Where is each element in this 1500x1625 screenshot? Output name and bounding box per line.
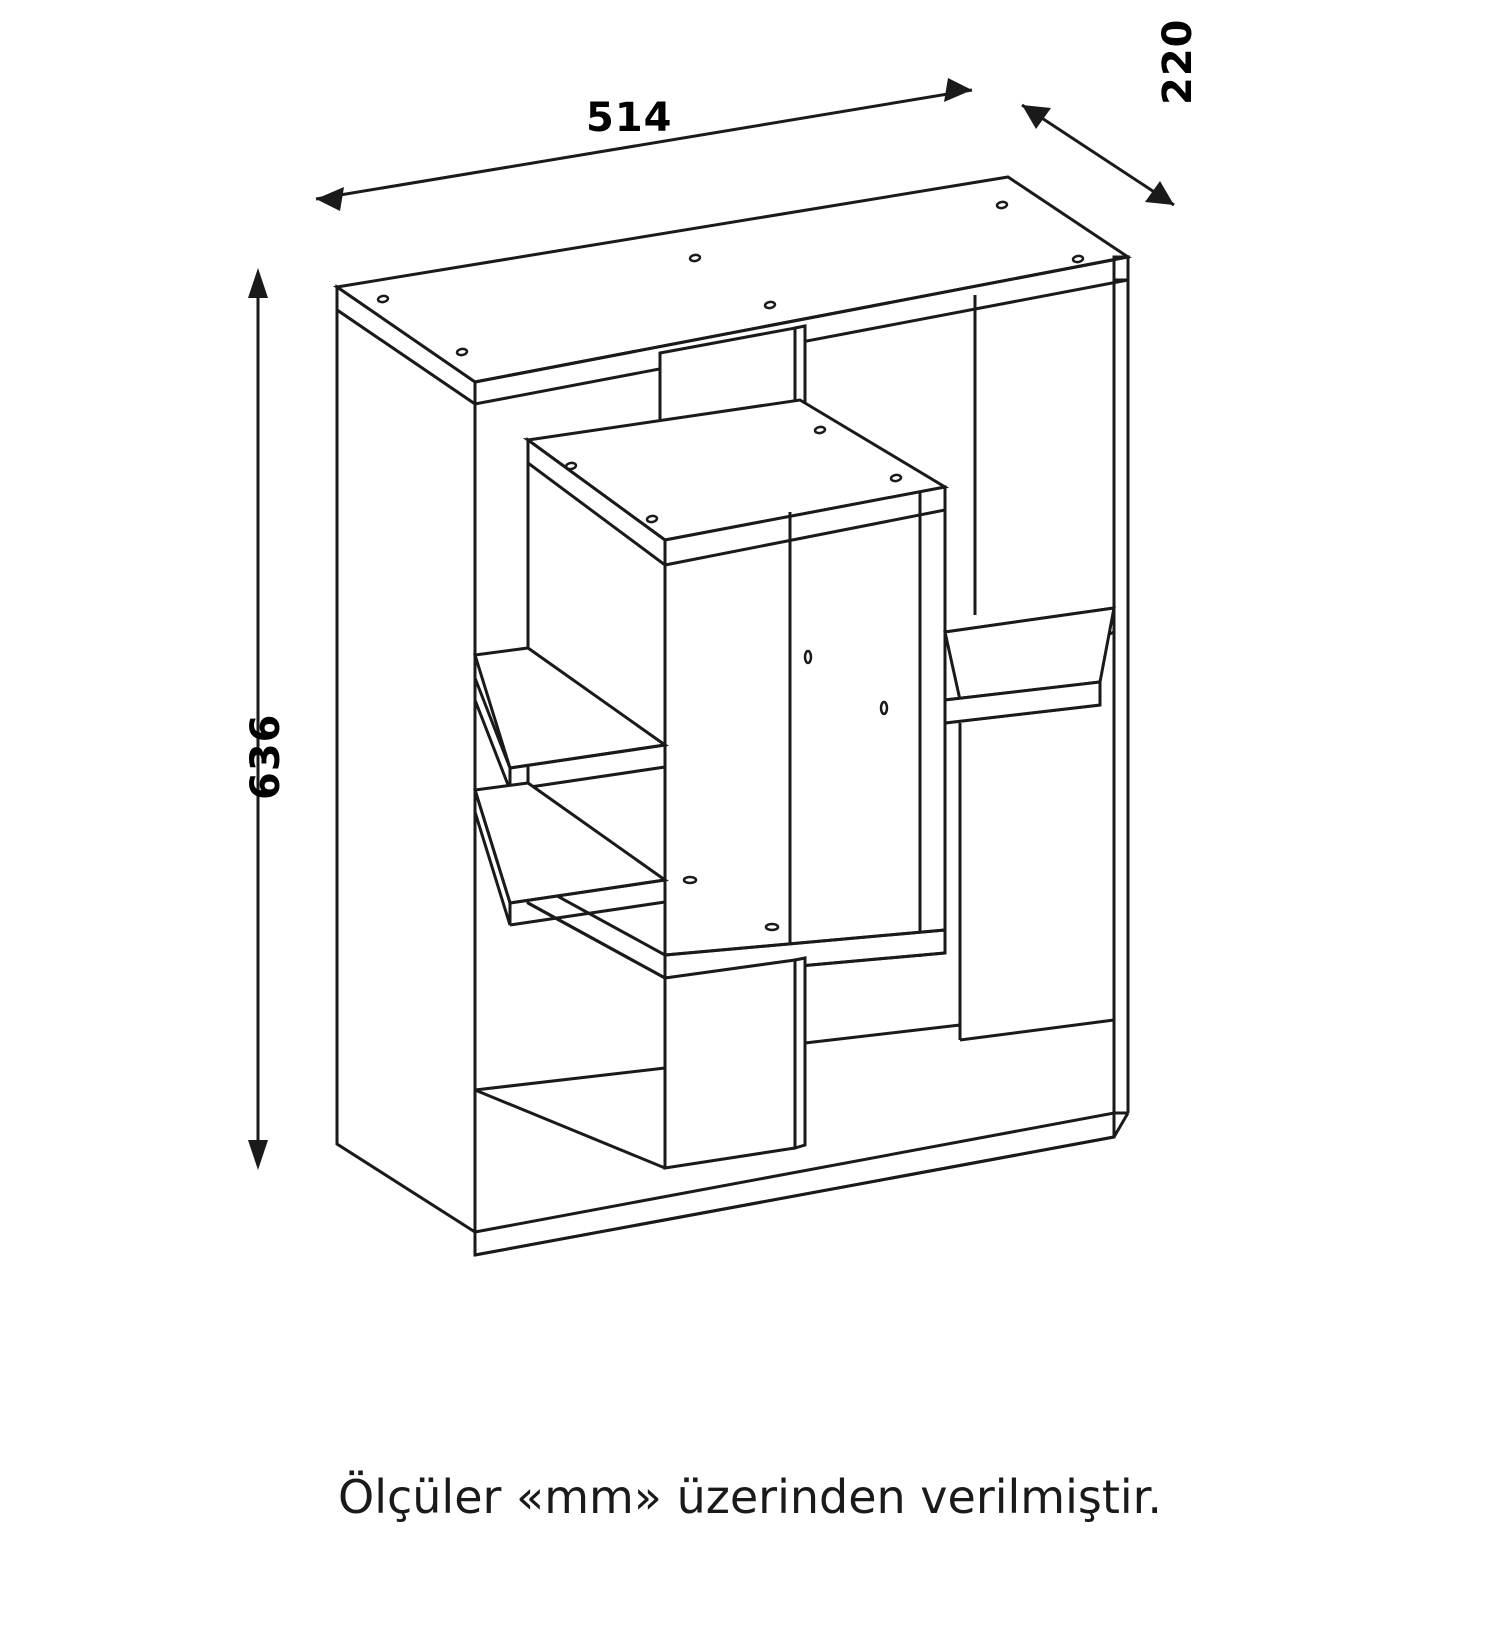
dimension-depth-arrow <box>1022 105 1174 205</box>
lower-right-floor-rear <box>805 1025 960 1043</box>
units-caption: Ölçüler «mm» üzerinden verilmiştir. <box>338 1470 1162 1524</box>
lower-divider-center <box>665 958 805 1168</box>
lower-left-floor <box>475 1090 665 1168</box>
lower-right-cell-bottom <box>960 1020 1114 1040</box>
dimension-height-label: 636 <box>243 713 289 800</box>
dimension-depth-label: 220 <box>1155 18 1201 105</box>
dimension-width-label: 514 <box>586 95 673 141</box>
left-side-panel <box>337 310 475 1232</box>
right-middle-shelf <box>945 608 1114 723</box>
base-bottom-line <box>475 1137 1114 1255</box>
lower-left-floor-rear <box>475 1068 665 1090</box>
center-box-bottom-left-lower <box>528 903 665 978</box>
left-middle-shelf <box>475 648 665 790</box>
right-panel-bottom2 <box>1114 1113 1128 1137</box>
